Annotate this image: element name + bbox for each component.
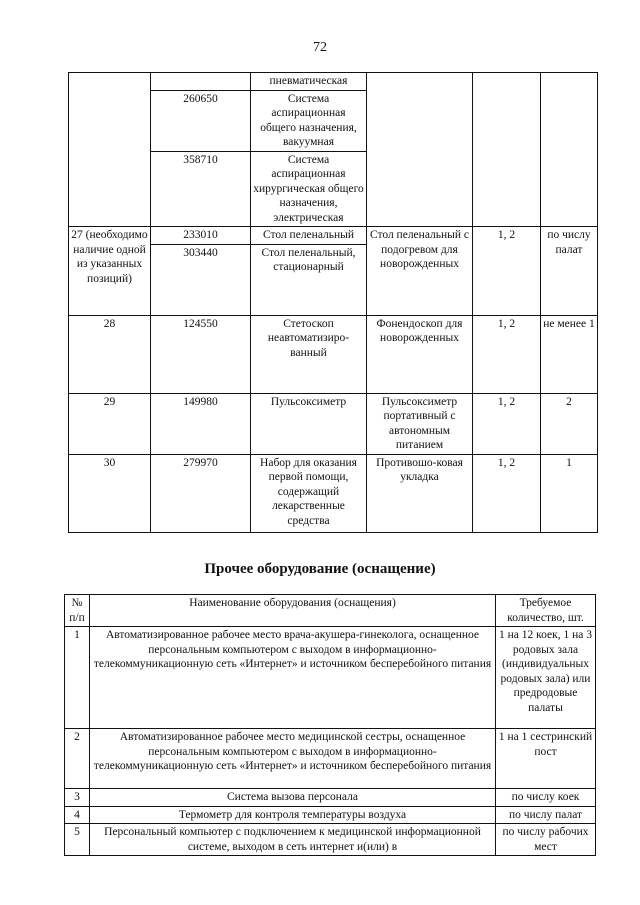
table1-qty-cell: 1 xyxy=(541,454,598,532)
table1-name-cell: Пульсоксиметр xyxy=(251,393,367,454)
table1-code-cell: 149980 xyxy=(151,393,251,454)
table1-equip-cell: Противошо-ковая укладка xyxy=(367,454,473,532)
header-name: Наименование оборудования (оснащения) xyxy=(90,595,496,627)
table1-qty-cell: по числу палат xyxy=(541,227,598,316)
table1-num-cell: 30 xyxy=(69,454,151,532)
table1-equip-cell: Стол пеленальный с подогревом для новорожденных xyxy=(367,227,473,316)
table2-qty-cell: 1 на 12 коек, 1 на 3 родовых зала (индивидуальных родовых зала) или предродовые палаты xyxy=(496,627,596,729)
table1-num-cell: 28 xyxy=(69,315,151,393)
page-number: 72 xyxy=(313,40,327,55)
table1-equip-cell: Фонендоскоп для новорожденных xyxy=(367,315,473,393)
table1-num-cell: 29 xyxy=(69,393,151,454)
table2-qty-cell: 1 на 1 сестринский пост xyxy=(496,729,596,789)
table2-name-cell: Автоматизированное рабочее место врача-акушера-гинеколога, оснащенное персональным компьютером с выходом в информационно-телекоммуникационную сеть «Интернет» и источником бесперебойного питания xyxy=(90,627,496,729)
table1-code-cell: 303440 xyxy=(151,244,251,315)
table1-cell xyxy=(69,73,151,227)
table2-num-cell: 5 xyxy=(65,824,90,856)
table1-req-cell: 1, 2 xyxy=(473,315,541,393)
table1-code-cell: 233010 xyxy=(151,227,251,245)
table2-name-cell: Автоматизированное рабочее место медицинской сестры, оснащенное персональным компьютером с выходом в информационно-телекоммуникационную сеть «Интернет» и источником бесперебойного питания xyxy=(90,729,496,789)
table2-num-cell: 1 xyxy=(65,627,90,729)
table1-qty-cell: не менее 1 xyxy=(541,315,598,393)
table1-equip-cell: Пульсоксиметр портативный с автономным питанием xyxy=(367,393,473,454)
table2-num-cell: 3 xyxy=(65,789,90,807)
table1-name-cell: Стетоскоп неавтоматизиро-ванный xyxy=(251,315,367,393)
header-qty: Требуемое количество, шт. xyxy=(496,595,596,627)
section-title: Прочее оборудование (оснащение) xyxy=(204,561,436,577)
table1-name-cell: Система аспирационная хирургическая общего назначения, электрическая xyxy=(251,151,367,227)
table2-qty-cell: по числу палат xyxy=(496,806,596,824)
table2-num-cell: 4 xyxy=(65,806,90,824)
table1-req-cell: 1, 2 xyxy=(473,227,541,316)
table1-code-cell: 124550 xyxy=(151,315,251,393)
table1-cell xyxy=(541,73,598,227)
table1-req-cell: 1, 2 xyxy=(473,454,541,532)
table1-cell xyxy=(473,73,541,227)
table1-qty-cell: 2 xyxy=(541,393,598,454)
table1-code-cell: 279970 xyxy=(151,454,251,532)
table1-name-cell: Система аспирационная общего назначения, вакуумная xyxy=(251,90,367,151)
table2-num-cell: 2 xyxy=(65,729,90,789)
table1-cell xyxy=(151,73,251,91)
table1-code-cell: 358710 xyxy=(151,151,251,227)
table1-code-cell: 260650 xyxy=(151,90,251,151)
table1-req-cell: 1, 2 xyxy=(473,393,541,454)
table2-name-cell: Персональный компьютер с подключением к медицинской информационной системе, выходом в сеть интернет и(или) в xyxy=(90,824,496,856)
table1-name-cell: Стол пеленальный xyxy=(251,227,367,245)
table2-name-cell: Термометр для контроля температуры воздуха xyxy=(90,806,496,824)
table1-name-cell: пневматическая xyxy=(251,73,367,91)
equipment-table-continued xyxy=(68,72,598,533)
table2-qty-cell: по числу рабочих мест xyxy=(496,824,596,856)
table1-num-cell: 27 (необходимо наличие одной из указанных позиций) xyxy=(69,227,151,316)
table1-name-cell: Набор для оказания первой помощи, содержащий лекарственные средства xyxy=(251,454,367,532)
table2-name-cell: Система вызова персонала xyxy=(90,789,496,807)
table1-cell xyxy=(367,73,473,227)
table1-name-cell: Стол пеленальный, стационарный xyxy=(251,244,367,315)
other-equipment-table xyxy=(64,594,596,856)
header-num: № п/п xyxy=(65,595,90,627)
table2-qty-cell: по числу коек xyxy=(496,789,596,807)
